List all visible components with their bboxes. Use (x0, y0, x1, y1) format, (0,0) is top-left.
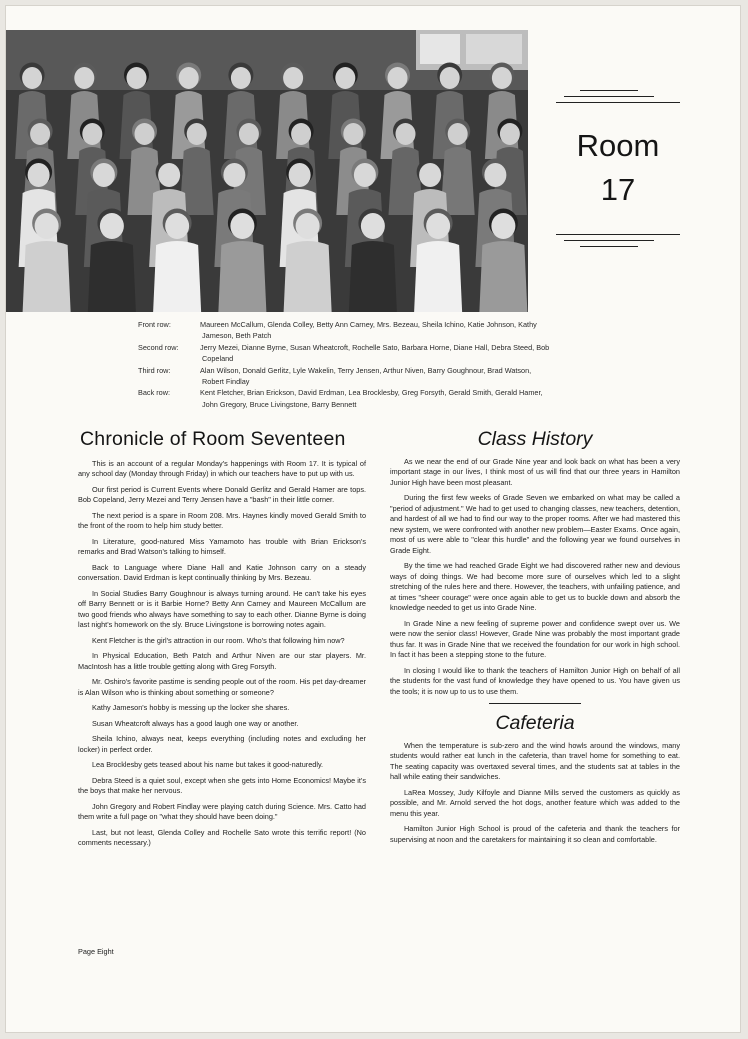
chronicle-paragraph: Lea Brocklesby gets teased about his name but takes it good-naturedly. (92, 760, 324, 769)
caption-row (138, 319, 550, 342)
caption-row-label: Second row: (138, 342, 179, 352)
chronicle-paragraph: In Literature, good-natured Miss Yamamoto has trouble with Brian Erickson's remarks and Brad Watson's talking to himself. (78, 536, 366, 556)
photo-caption (138, 319, 550, 410)
chronicle-article (78, 428, 366, 854)
caption-row (138, 387, 550, 410)
caption-row-names: Maureen McCallum, Glenda Colley, Betty Ann Carney, Mrs. Bezeau, Sheila Ichino, Katie Johnson, Kathy Jameson, Beth Patch (200, 320, 537, 341)
chronicle-paragraph: Kent Fletcher is the girl's attraction in our room. Who's that following him now? (92, 635, 345, 645)
chronicle-paragraph: Back to Language where Diane Hall and Katie Johnson carry on a steady conversation. David Erdman is kept continually thinking by Mrs. Bezeau. (78, 562, 366, 582)
chronicle-paragraph: Last, but not least, Glenda Colley and Rochelle Sato wrote this terrific report! (No comments necessary.) (78, 827, 366, 847)
title-rule (556, 102, 680, 103)
caption-row-names: Jerry Mezei, Dianne Byrne, Susan Wheatcroft, Rochelle Sato, Barbara Horne, Diane Hall, Debra Steed, Bob Copeland (200, 342, 550, 364)
chronicle-paragraph: John Gregory and Robert Findlay were playing catch during Science. Mrs. Catto had them write a full page on "what they should have been doing." (78, 801, 366, 821)
chronicle-paragraph: This is an account of a regular Monday's happenings with Room 17. It is typical of any school day (Monday through Friday) in which our teachers have to put up with us. (78, 458, 366, 478)
chronicle-paragraph: The next period is a spare in Room 208. Mrs. Haynes kindly moved Gerald Smith to the front of the room to help him study better. (78, 510, 366, 530)
class-history-paragraph: In Grade Nine a new feeling of supreme power and confidence swept over us. We were now the senior class! However, Grade Nine was probably the most important grade thus far. It was in Grade Nine that we received the foundation for our work in high school. In fact it has been a stepping stone to the future. (390, 618, 680, 659)
chronicle-paragraph: Susan Wheatcroft always has a good laugh one way or another. (92, 718, 299, 728)
chronicle-paragraph: In Social Studies Barry Goughnour is always turning around. He can't take his eyes off Barry Bennett or is it Barbie Horne? Betty Ann Carney and Maureen McCallum are two good friends who always have something to say to each other. Dianne Byrne is doing last night's homework on the sly. Bruce Livingstone is borrowing notes again. (78, 588, 366, 629)
caption-row-label: Back row: (138, 388, 171, 398)
caption-row (138, 342, 550, 365)
caption-row (138, 365, 550, 388)
page-number: Page Eight (78, 947, 114, 956)
class-history-paragraph: During the first few weeks of Grade Seven we embarked on what may be called a "period of adjustment." We had to get used to changing classes, new teachers, detention, and hardest of all we had to find our way to the proper rooms. After we had mastered this new system, we were confronted with another new problem—Easter Exams. Once again, most of us were able to "clear this hurdle" and the following year we found ourselves in Grade Eight. (390, 493, 680, 555)
cafeteria-paragraph: LaRea Mossey, Judy Kilfoyle and Dianne Mills served the customers as quickly as possible, and Mr. Arnold served the hot dogs, another feature which was added to the menu this year. (390, 787, 680, 818)
caption-row-names: Alan Wilson, Donald Gerlitz, Lyle Wakelin, Terry Jensen, Arthur Niven, Barry Goughnour, Brad Watson, Robert Findlay (200, 365, 532, 387)
right-column (390, 428, 680, 850)
cafeteria-paragraph: When the temperature is sub-zero and the wind howls around the windows, many students would rather eat lunch in the cafeteria, than travel home for something to eat. The seating capacity was overtaxed several times, and the students sat at tables in the hall while eating their sandwiches. (390, 740, 680, 781)
title-rule (564, 96, 654, 97)
chronicle-paragraph: Mr. Oshiro's favorite pastime is sending people out of the room. His pet day-dreamer is Alan Wilson who is thinking about something or someone? (78, 677, 366, 697)
caption-row-label: Third row: (138, 365, 171, 375)
yearbook-page (6, 6, 740, 1032)
chronicle-paragraph: Our first period is Current Events where Donald Gerlitz and Gerald Hamer are tops. Bob Copeland, Jerry Mezei and Terry Jensen have a "bash" in their little corner. (78, 484, 366, 504)
title-rule (580, 90, 638, 91)
chronicle-title: Chronicle of Room Seventeen (80, 428, 346, 450)
title-rule (580, 246, 638, 247)
title-rule (564, 240, 654, 241)
class-history-paragraph: By the time we had reached Grade Eight we had discovered rather new and devious ways of doing things. We had become more sure of ourselves which led to a slight stretching of the rules here and there. However, the teachers, with unfailing patience, and at times "sheer courage" were once again able to get us to buckle down and absorb the knowledge needed to get us into Grade Nine. (390, 561, 680, 612)
caption-row-label: Front row: (138, 320, 171, 329)
room-number: 17 (600, 172, 636, 207)
title-rule (556, 234, 680, 235)
caption-row-names: Kent Fletcher, Brian Erickson, David Erdman, Lea Brocklesby, Greg Forsyth, Gerald Smith, Gerald Hamer, John Gregory, Bruce Livingstone, Barry Bennett (200, 388, 543, 409)
room-title-block (554, 90, 682, 260)
section-divider (489, 703, 581, 704)
room-title: Room (576, 128, 660, 163)
chronicle-paragraph: Sheila Ichino, always neat, keeps everything (including notes and excluding her locker) in perfect order. (78, 734, 366, 754)
class-photo-image (6, 30, 528, 312)
chronicle-paragraph: Debra Steed is a quiet soul, except when she gets into Home Economics! Maybe it's the boys that make her nervous. (78, 775, 366, 795)
chronicle-paragraph: Kathy Jameson's hobby is messing up the locker she shares. (92, 703, 290, 712)
cafeteria-paragraph: Hamilton Junior High School is proud of the cafeteria and thank the teachers for supervising at noon and the caretakers for maintaining it so clean and comfortable. (390, 824, 680, 844)
cafeteria-title: Cafeteria (495, 712, 575, 734)
class-history-title: Class History (477, 428, 593, 450)
class-history-paragraph: In closing I would like to thank the teachers of Hamilton Junior High on behalf of all the students for the vast fund of knowledge they have opened to us. You have given us the tools; it is now up to us to use them. (390, 665, 680, 696)
class-photo (6, 30, 528, 312)
class-history-paragraph: As we near the end of our Grade Nine year and look back on what has been a very important stage in our lives, I think most of us will find that our three years in Hamilton Junior High have been most pleasant. (390, 456, 680, 487)
chronicle-paragraph: In Physical Education, Beth Patch and Arthur Niven are our star players. Mr. MacIntosh has a little trouble getting along with Greg Forsyth. (78, 651, 366, 671)
